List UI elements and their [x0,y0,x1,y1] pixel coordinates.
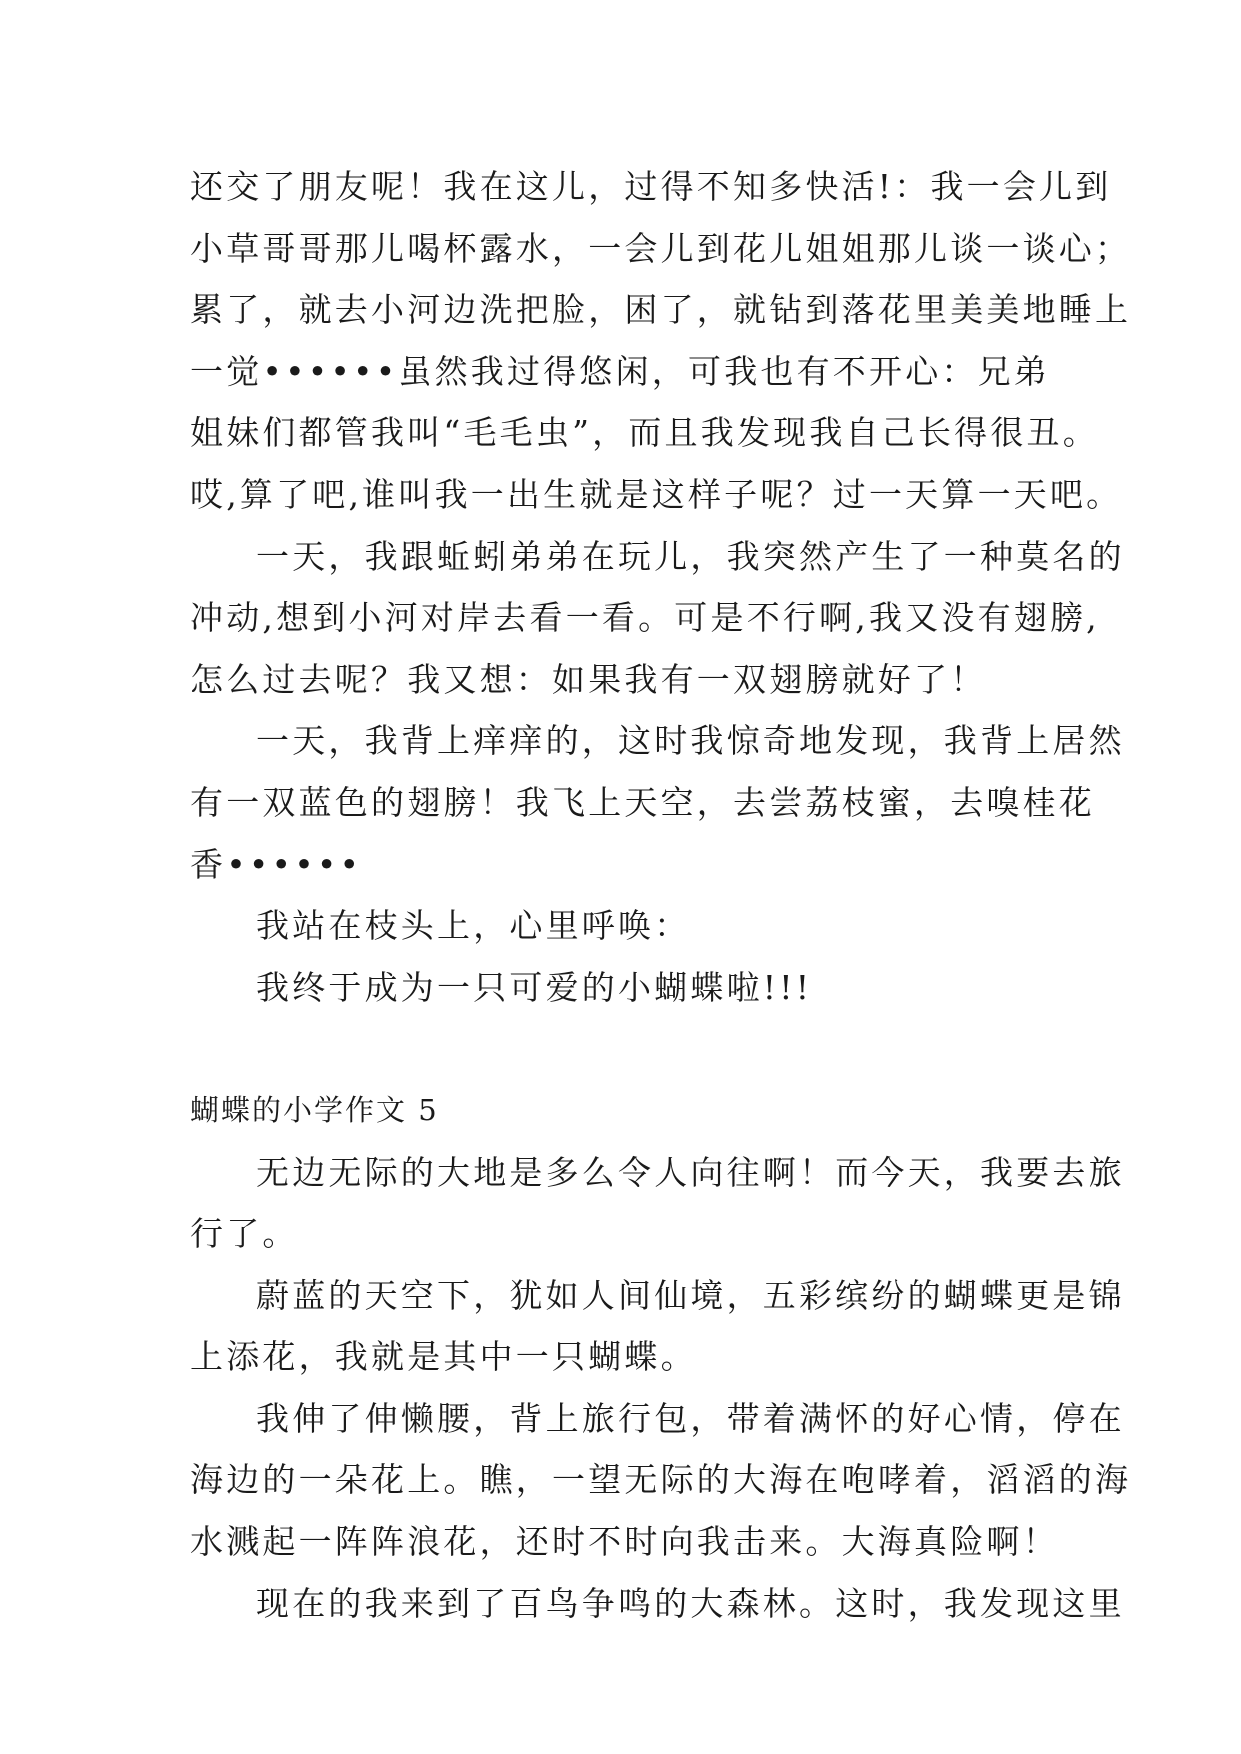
text-line: 海边的一朵花上。瞧，一望无际的大海在咆哮着，滔滔的海 [190,1460,1132,1500]
essay-heading: 蝴蝶的小学作文 5 [190,1092,439,1127]
paragraph-start-line: 一天，我跟蚯蚓弟弟在玩儿，我突然产生了一种莫名的 [256,536,1125,576]
text-line: 小草哥哥那儿喝杯露水，一会儿到花儿姐姐那儿谈一谈心； [190,228,1132,268]
paragraph-start-line: 无边无际的大地是多么令人向往啊！而今天，我要去旅 [256,1152,1125,1192]
paragraph-start-line: 我伸了伸懒腰，背上旅行包，带着满怀的好心情，停在 [256,1398,1125,1438]
paragraph-start-line: 我终于成为一只可爱的小蝴蝶啦!!! [256,967,813,1007]
paragraph-start-line: 现在的我来到了百鸟争鸣的大森林。这时，我发现这里 [256,1583,1125,1623]
essay-body [190,156,1132,1634]
text-line: 上添花，我就是其中一只蝴蝶。 [190,1337,697,1377]
text-line: 冲动,想到小河对岸去看一看。可是不行啊,我又没有翅膀, [190,598,1100,638]
text-line: 姐妹们都管我叫“毛毛虫”，而且我发现我自己长得很丑。 [190,413,1099,453]
text-line: 水溅起一阵阵浪花，还时不时向我击来。大海真险啊！ [190,1522,1059,1562]
blank-spacer [190,1018,1060,1080]
text-line: 有一双蓝色的翅膀！我飞上天空，去尝荔枝蜜，去嗅桂花 [190,782,1095,822]
text-line: 行了。 [190,1214,299,1254]
text-line: 一觉••••••虽然我过得悠闲，可我也有不开心：兄弟 [190,351,1050,391]
text-line: 怎么过去呢？我又想：如果我有一双翅膀就好了！ [190,659,987,699]
text-line: 累了，就去小河边洗把脸，困了，就钻到落花里美美地睡上 [190,290,1132,330]
text-line: 哎,算了吧,谁叫我一出生就是这样子呢？过一天算一天吧。 [190,474,1123,514]
text-line: 还交了朋友呢！我在这儿，过得不知多快活!：我一会儿到 [190,167,1112,206]
paragraph-start-line: 蔚蓝的天空下，犹如人间仙境，五彩缤纷的蝴蝶更是锦 [256,1275,1125,1315]
paragraph-start-line: 一天，我背上痒痒的，这时我惊奇地发现，我背上居然 [256,721,1125,761]
text-line: 香•••••• [190,844,363,884]
paragraph-start-line: 我站在枝头上，心里呼唤： [256,906,691,946]
